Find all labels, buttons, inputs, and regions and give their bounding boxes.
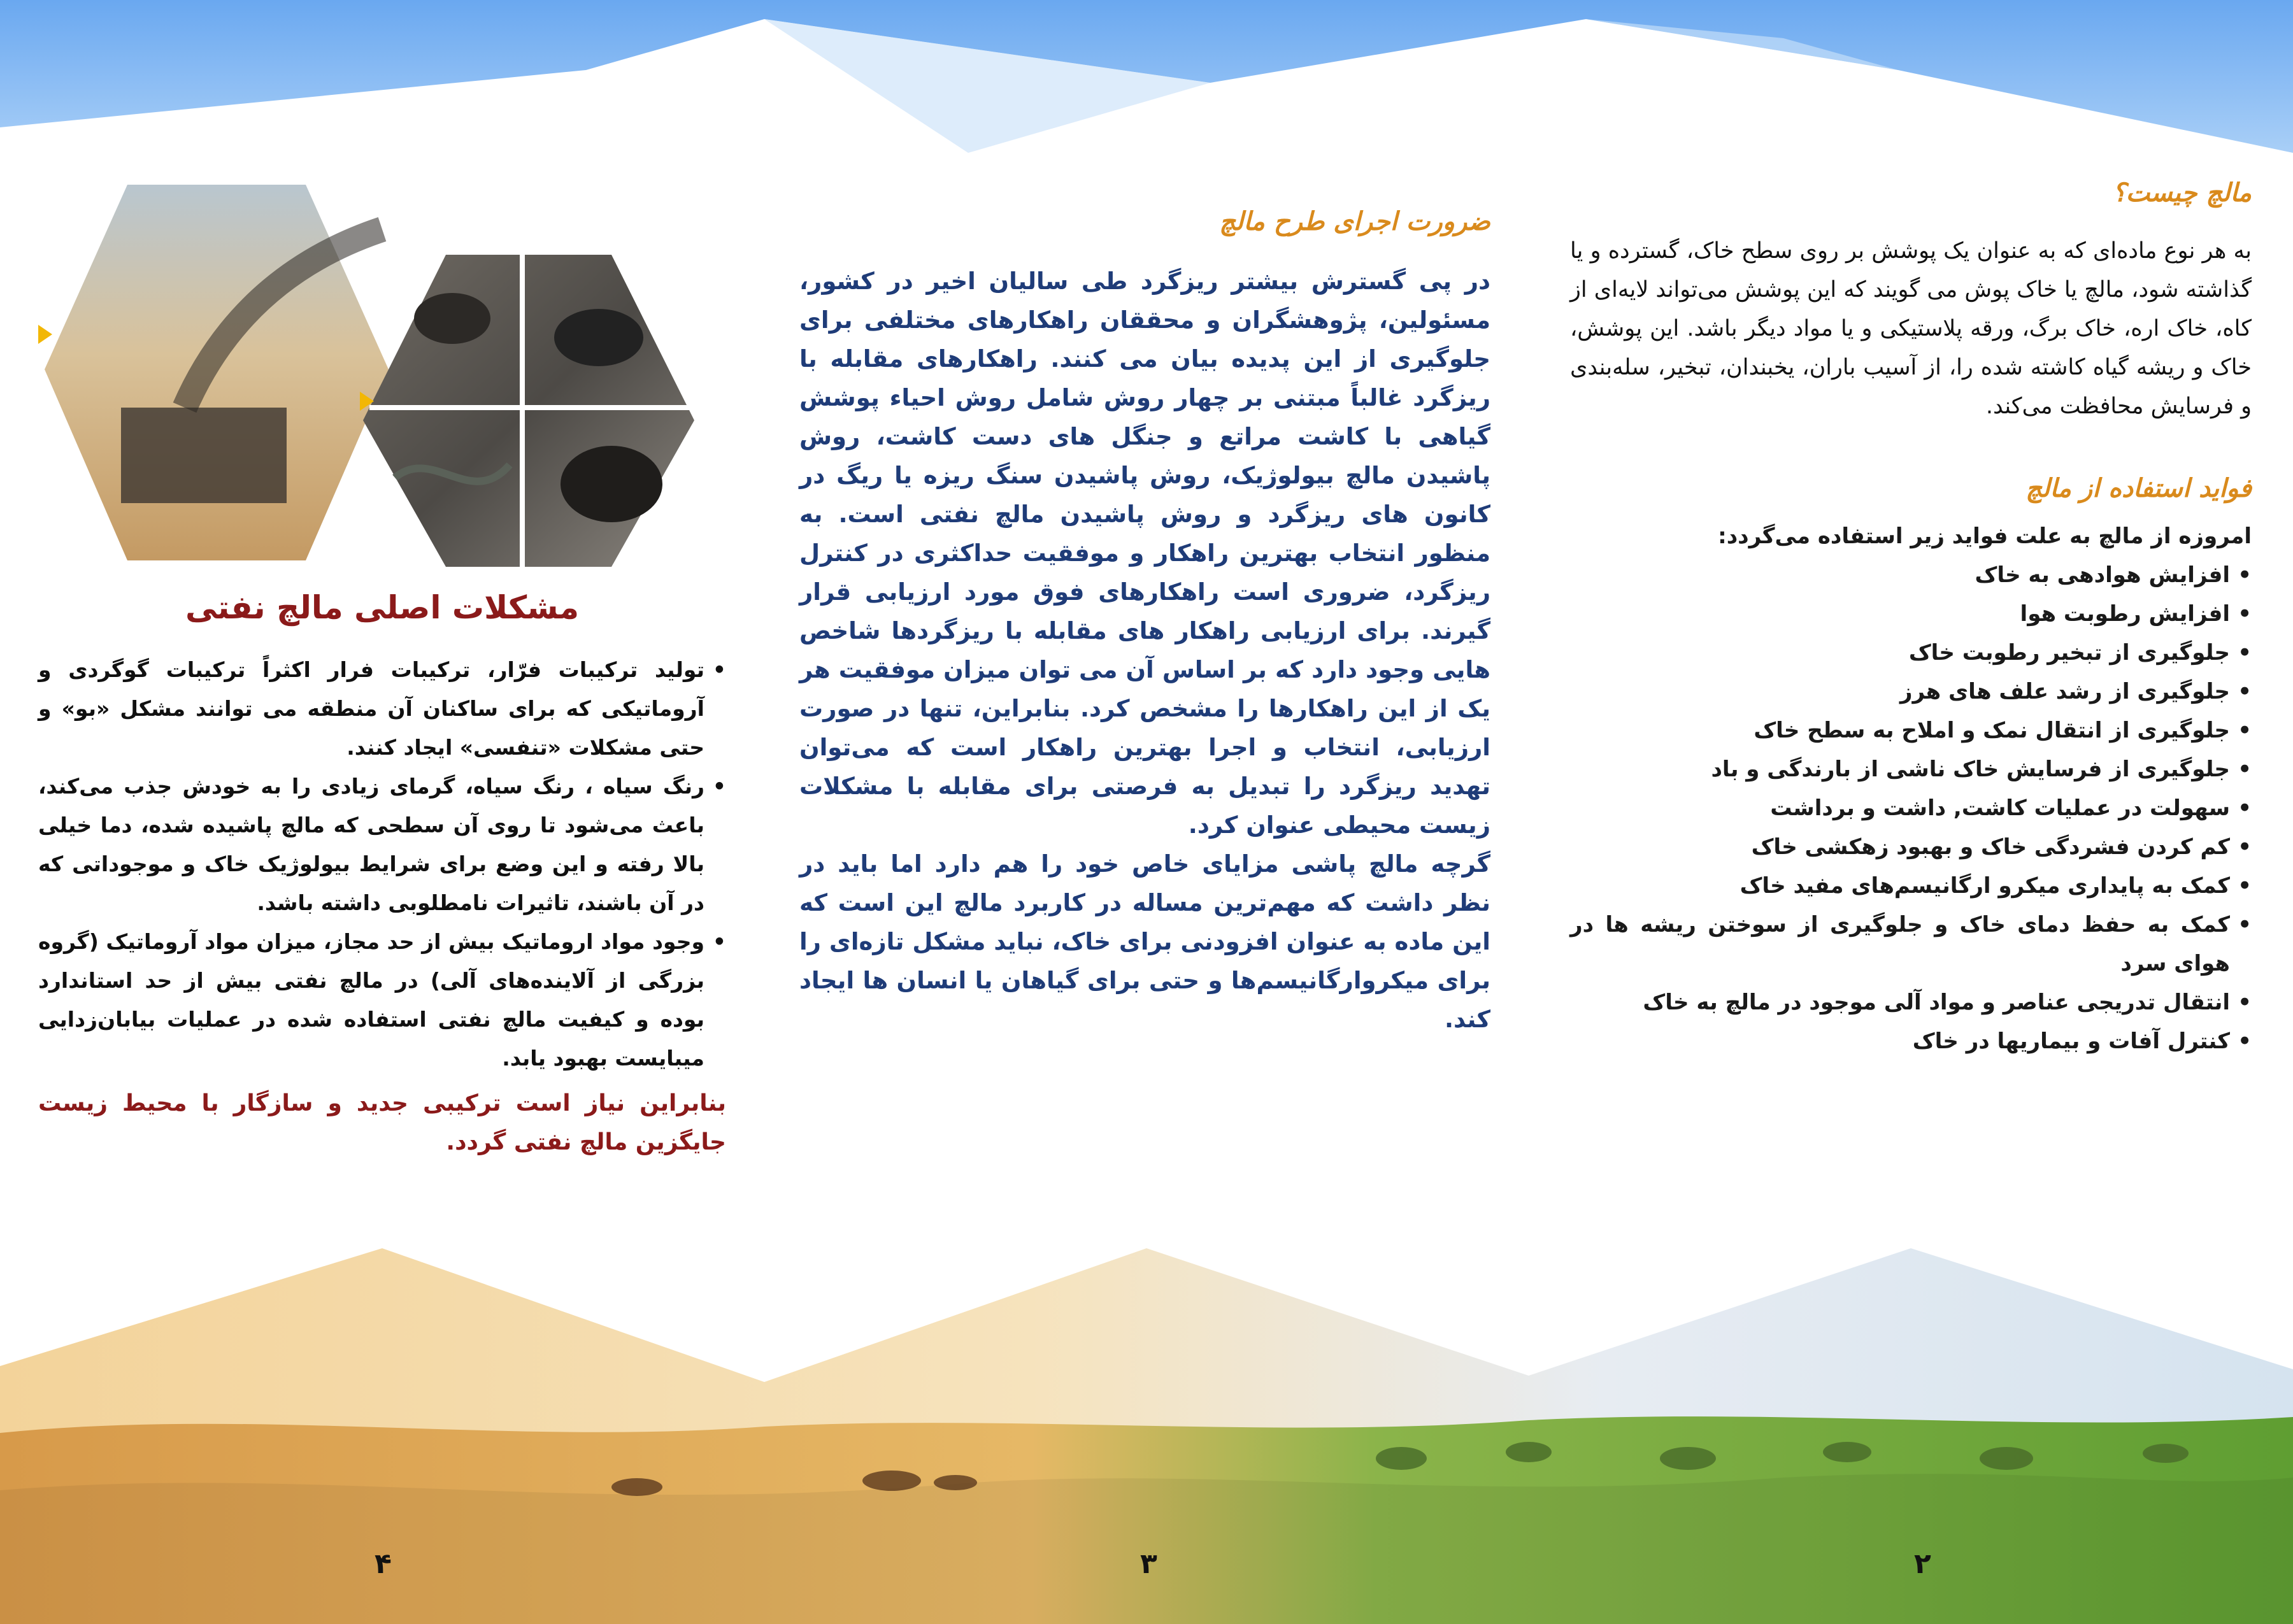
benefits-list bbox=[1570, 556, 2252, 1061]
heading-oil-mulch-problems: مشکلات اصلی مالچ نفتی bbox=[185, 589, 580, 626]
page-number-3: ۳ bbox=[1140, 1548, 1157, 1580]
page-number-4: ۴ bbox=[375, 1548, 392, 1580]
paragraph-necessity-2: گرچه مالچ پاشی مزایای خاص خود را هم دارد اما باید در نظر داشت که مهم‌ترین مساله در کاربرد مالچ این است که این ماده به عنوان افزودنی برای خاک، نباید مشکل تازه‌ای را برای میکروارگانیسم‌ها و حتی برای گیاهان یا انسان ها ایجاد کند. bbox=[799, 850, 1490, 1033]
right-column bbox=[1570, 178, 2252, 1061]
paragraph-what-is-mulch: به هر نوع ماده‌ای که به عنوان یک پوشش بر روی سطح خاک، گسترده و یا گذاشته شود، مالچ یا خاک پوش می گویند که این پوشش می‌تواند لایه‌ای از کاه، خاک اره، خاک برگ، ورقه پلاستیکی و یا مواد دیگر باشد. این پوشش، خاک و ریشه گیاه کاشته شده را، از آسیب باران، یخبندان، تبخیر، سله‌بندی و فرسایش محافظت می‌کند. bbox=[1569, 238, 2252, 419]
sky-banner bbox=[0, 0, 2293, 153]
heading-what-is-mulch: مالچ چیست؟ bbox=[2112, 178, 2252, 208]
conclusion-text: بنابراین نیاز است ترکیبی جدید و سازگار با محیط زیست جایگزین مالچ نفتی گردد. bbox=[38, 1090, 726, 1155]
list-item: • جلوگیری از انتقال نمک و املاح به سطح خاک bbox=[1570, 711, 2252, 750]
list-item: • کم کردن فشردگی خاک و بهبود زهکشی خاک bbox=[1570, 828, 2252, 867]
list-item: • جلوگیری از رشد علف های هرز bbox=[1570, 673, 2252, 711]
middle-column bbox=[799, 207, 1490, 1039]
list-item: • جلوگیری از فرسایش خاک ناشی از بارندگی و باد bbox=[1570, 750, 2252, 789]
paragraph-necessity-1: در پی گسترش بیشتر ریزگرد طی سالیان اخیر در کشور، مسئولین، پژوهشگران و محققان راهکارهای مختلفی برای جلوگیری از این پدیده بیان می کنند. راهکارهای مقابله با ریزگرد غالباً مبتنی بر چهار روش شامل روش احیاء پوشش گیاهی با کاشت مراتع و جنگل های دست کاشت، روش پاشیدن مالچ بیولوژیک، روش پاشیدن سنگ ریزه یا ریگ در کانون های ریزگرد و روش پاشیدن مالچ نفتی است. به منظور انتخاب بهترین راهکار و موفقیت حداکثری در کنترل ریزگرد، ضروری است راهکارهای فوق مورد ارزیابی قرار گیرند. برای ارزیابی راهکار های مقابله با ریزگردها شاخص هایی وجود دارد که بر اساس آن می توان میزان موفقیت هر یک از این راهکارها را مشخص کرد. بنابراین، تنها در صورت ارزیابی، انتخاب و اجرا بهترین راهکار است که می‌توان تهدید ریزگرد را تبدیل به فرصتی برای مقابله با مشکلات زیست محیطی عنوان کرد. bbox=[799, 267, 1490, 839]
list-item: • سهولت در عملیات کاشت, داشت و برداشت bbox=[1570, 789, 2252, 828]
list-item: • جلوگیری از تبخیر رطوبت خاک bbox=[1570, 634, 2252, 673]
page-number-2: ۲ bbox=[1914, 1548, 1931, 1580]
left-column bbox=[38, 589, 726, 1162]
problems-list bbox=[38, 650, 726, 1078]
heading-benefits: فواید استفاده از مالچ bbox=[2025, 474, 2252, 503]
list-item: • افزایش رطوبت هوا bbox=[1570, 595, 2252, 634]
list-item: • تولید ترکیبات فرّار، ترکیبات فرار اکثراً ترکیبات گوگردی و آروماتیکی که برای ساکنان آن منطقه می توانند مشکل «بو» و حتی مشکلات «تنفسی» ایجاد کنند. bbox=[38, 650, 726, 767]
benefits-intro: امروزه از مالچ به علت فواید زیر استفاده می‌گردد: bbox=[1718, 524, 2252, 549]
mulch-photo-collage bbox=[38, 178, 726, 586]
mulch-samples-photo bbox=[363, 255, 694, 567]
list-item: • کنترل آفات و بیماریها در خاک bbox=[1570, 1022, 2252, 1061]
list-item: • رنگ سیاه ، رنگ سیاه، گرمای زیادی را به خودش جذب می‌کند، باعث می‌شود تا روی آن سطحی که مالچ پاشیده شده، دما خیلی بالا رفته و این وضع برای شرایط بیولوژیک خاک و موجوداتی که در آن باشند، تاثیرات نامطلوبی داشته باشد. bbox=[38, 767, 726, 922]
left-arrow-marker bbox=[38, 325, 52, 344]
list-item: • انتقال تدریجی عناصر و مواد آلی موجود در مالچ به خاک bbox=[1570, 983, 2252, 1022]
list-item: • وجود مواد اروماتیک بیش از حد مجاز، میزان مواد آروماتیک (گروه بزرگی از آلاینده‌های آلی) در مالچ نفتی بیش از حد استاندارد بوده و کیفیت مالچ نفتی استفاده شده در عملیات بیابان‌زدایی میبایست بهبود یابد. bbox=[38, 922, 726, 1078]
list-item: • افزایش هوادهی به خاک bbox=[1570, 556, 2252, 595]
list-item: • کمک به حفظ دمای خاک و جلوگیری از سوختن ریشه ها در هوای سرد bbox=[1570, 906, 2252, 983]
list-item: • کمک به پایداری میکرو ارگانیسم‌های مفید خاک bbox=[1570, 867, 2252, 906]
heading-necessity: ضرورت اجرای طرح مالچ bbox=[1219, 207, 1490, 236]
